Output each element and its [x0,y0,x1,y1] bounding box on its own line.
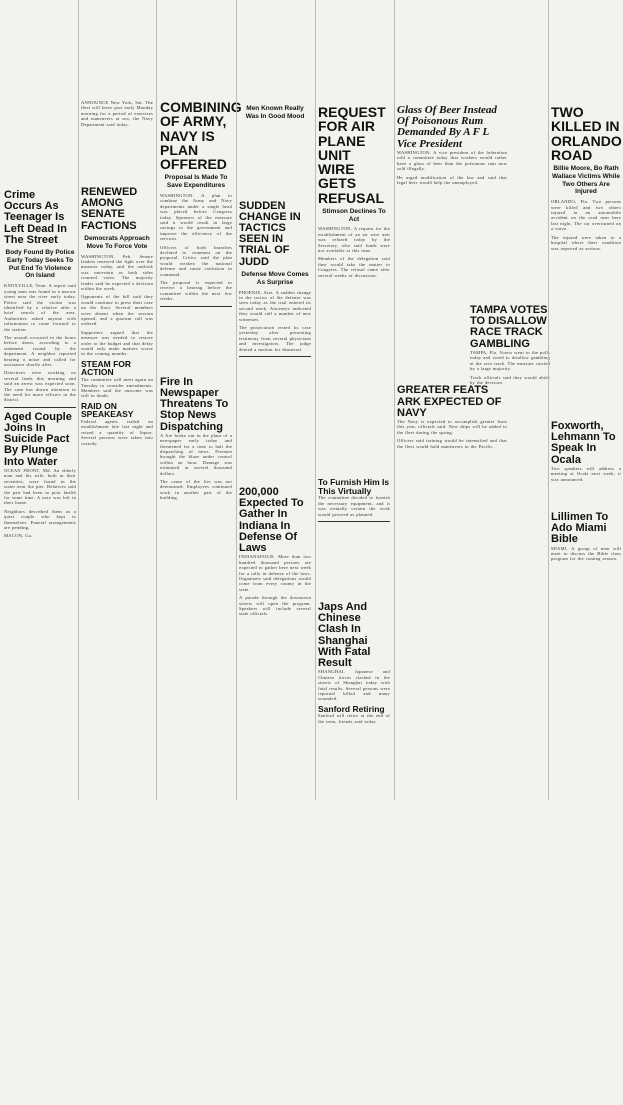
article-15-subhead: Billie Moore, Bo Rath Wallace Victims While Two Others Are Injured [552,165,620,196]
section-heading: RAID ON SPEAKEASY [81,400,134,420]
article-14-headline: TAMPA VOTES TO DISALLOW RACE TRACK GAMBLING [470,304,548,350]
article-10-para: SHANGHAI. Japanese and Chinese forces clashed in the streets of Shanghai today with fatal results. Several persons were reported killed and many wounded. [318,669,390,702]
article-2-para: OCEAN FRONT, Md. An elderly man and his wife, both in their seventies, were found in the water near the pier. Relatives said the pair had been in poor health for some time. A note was left in their home. [4,467,76,506]
divider [160,306,232,307]
article-4-headline: COMBINING OF ARMY, NAVY IS PLAN OFFERED [160,99,242,173]
article-9-headline: To Furnish Him Is This Virtually [318,477,390,496]
article-1-headline: Crime Occurs As Teenager Is Left Dead In The Street [4,189,67,246]
divider [4,407,76,408]
article-1-subhead: Body Found By Police Early Today Seeks To Put End To Violence On Island [5,249,75,280]
article-6-para: The prosecution rested its case yesterday after presenting testimony from several physicians and investigators. The judge denied a motion for dismissal. [239,324,311,352]
article-5-para: The cause of the fire was not determined. Employees continued work in another part of the building. [160,478,232,501]
article-17-headline: Lillimen To Ado Miami Bible [551,511,609,546]
article-1-para: Detectives were working on several leads this morning and said an arrest was expected soon. The case has drawn attention to the need for more officers in the district. [4,370,76,403]
section-heading: STEAM FOR ACTION [81,358,132,378]
article-16-para: Two speakers will address a meeting at Ocala next week, it was announced. [551,465,621,482]
column-rule [236,0,237,800]
article-1-para: The assault occurred in the hours before dawn, according to a statement issued by the department. A neighbor reported hearing a noise and called for assistance shortly after. [4,334,76,367]
article-15-para: The injured were taken to a hospital where their condition was reported as serious. [551,234,621,251]
column-4 [239,0,311,800]
column-rule [156,0,157,800]
article-16-headline: Foxworth, Lehmann To Speak In Ocala [551,419,616,466]
article-8-subhead: Stimson Declines To Act [322,207,386,223]
article-6-para: PHOENIX, Ariz. A sudden change in the tactics of the defense was seen today as the trial entered its second week. Attorneys indicated they would call a number of new witnesses. [239,289,311,322]
column-rule [315,0,316,800]
article-2-dateline: MACON, Ga. [4,533,33,539]
article-13-para: Officers said training would be intensified and that the fleet would hold maneuvers in the Pacific. [397,438,507,449]
column-7 [470,305,550,1105]
article-7-para: INDIANAPOLIS. More than two hundred thousand persons are expected to gather here next week for a rally in defense of the laws. Organizers said delegations would come from every county in the state. [239,554,311,592]
column-rule [78,0,79,800]
article-3-headline: RENEWED AMONG SENATE FACTIONS [81,186,138,232]
divider [318,521,390,522]
article-7-para: A parade through the downtown streets will open the program. Speakers will include several state officials. [239,595,311,617]
article-3-para: Federal agents raided an establishment late last night and seized a quantity of liquor. Several persons were taken into custody. [81,419,153,446]
article-9-para: The committee decided to furnish the necessary equipment, and it was virtually certain the work would proceed as planned. [318,495,390,517]
article-12-headline: Glass Of Beer Instead Of Poisonous Rum Demanded By A F L Vice President [397,104,497,150]
article-11-para: Sanford will retire at the end of the term, friends said today. [318,713,390,724]
article-14-para: Track officials said they would abide by the decision. [470,374,550,385]
article-15-para: ORLANDO, Fla. Two persons were killed and two others injured in an automobile accident on the road near here last night. The car overturned on a curve. [551,199,621,232]
article-3-subhead: Democrats Approach Move To Force Vote [84,234,150,250]
article-13-para: The Navy is expected to accomplish greater feats this year, officials said. New ships will be added to the fleet during the spring. [397,418,507,435]
article-17-para: MIAMI. A group of men will meet to discuss the Bible class program for the coming season. [551,545,621,562]
article-8-para: WASHINGTON. A request for the establishment of an air wire unit was refused today by the Secretary, who said funds were not available at this time. [318,226,390,254]
article-2-para: Neighbors described them as a quiet couple who kept to themselves. Funeral arrangements are pending. [4,508,76,530]
article-15-headline: TWO KILLED IN ORLANDO ROAD [551,104,622,163]
article-top-subhead: Men Known Really Was In Good Mood [245,105,305,120]
article-6-subhead: Defense Move Comes As Surprise [241,270,309,286]
column-5 [318,0,390,800]
article-top-para: ANNOUNCE New York, Sat. The fleet will leave port early Monday morning for a period of exercises and maneuvers at sea, the Navy Department said today. [81,100,153,127]
article-8-para: Members of the delegation said they would take the matter to Congress. The refusal came after several weeks of discussion. [318,256,390,278]
article-5-para: A fire broke out in the plant of a newspaper early today and threatened for a time to halt the dispatching of news. Firemen brought the blaze under control within an hour. Damage was estimated at several thousand dollars. [160,432,232,476]
column-1 [4,190,76,990]
article-11-headline: Sanford Retiring [318,703,385,714]
article-14-para: TAMPA, Fla. Voters went to the polls today and voted to disallow gambling at the race track. The measure carried by a large majority. [470,349,550,372]
article-4-para: Officers of both branches declined to comment on the proposal. Critics said the plan would weaken the national defense and cause confusion in command. [160,244,232,277]
article-12-para: WASHINGTON. A vice president of the federation told a committee today that workers would rather have a glass of beer than the poisonous rum now sold illegally. [397,149,507,172]
article-13-headline: GREATER FEATS ARK EXPECTED OF NAVY [397,384,502,419]
article-8-headline: REQUEST FOR AIR PLANE UNIT WIRE GETS REFUSAL [318,104,386,206]
article-4-para: WASHINGTON. A plan to combine the Army and Navy departments under a single head was placed before Congress today. Sponsors of the measure said it would result in large savings to the government and improve the efficiency of the services. [160,192,232,242]
article-12-para: He urged modification of the law and said that legal beer would help the unemployed. [397,174,507,185]
column-rule [548,0,549,800]
article-3-para: Supporters argued that the measure was needed to restore order to the budget and that delay would only make matters worse in the coming months. [81,329,153,357]
article-4-para: The proposal is expected to receive a hearing before the committee within the next few weeks. [160,280,232,302]
divider [239,356,311,357]
column-2 [81,0,153,800]
article-5-headline: Fire In Newspaper Threatens To Stop News Dispatching [160,375,229,433]
article-1-para: KNOXVILLE, Tenn. A report said young man was found in a narrow street near the river early today. Police said the victim was identified by a relative after a brief search of the area. Authorities asked anyone with information to come forward to the station. [4,283,76,332]
article-10-headline: Japs And Chinese Clash In Shanghai With Fatal Result [318,601,371,670]
article-7-headline: 200,000 Expected To Gather In Indiana In Defense Of Laws [239,485,304,555]
article-6-headline: SUDDEN CHANGE IN TACTICS SEEN IN TRIAL OF JUDD [239,199,301,268]
column-3 [160,0,242,800]
article-3-para: WASHINGTON, Feb. Senate leaders renewed the fight over the measure today, and the outlook was uncertain as both sides counted votes. The majority leader said he expected a decision within the week. [81,253,153,291]
column-rule [394,0,395,800]
article-3-para: The committee will meet again on Tuesday to consider amendments. Members said the outcome was still in doubt. [81,377,153,399]
article-3-para: Opponents of the bill said they would continue to press their case on the floor. Several members were absent when the session opened, and a quorum call was ordered. [81,294,153,327]
article-4-subhead: Proposal Is Made To Save Expenditures [164,174,228,190]
article-2-headline: Aged Couple Joins In Suicide Pact By Plunge Into Water [4,410,72,468]
column-8 [551,0,621,800]
